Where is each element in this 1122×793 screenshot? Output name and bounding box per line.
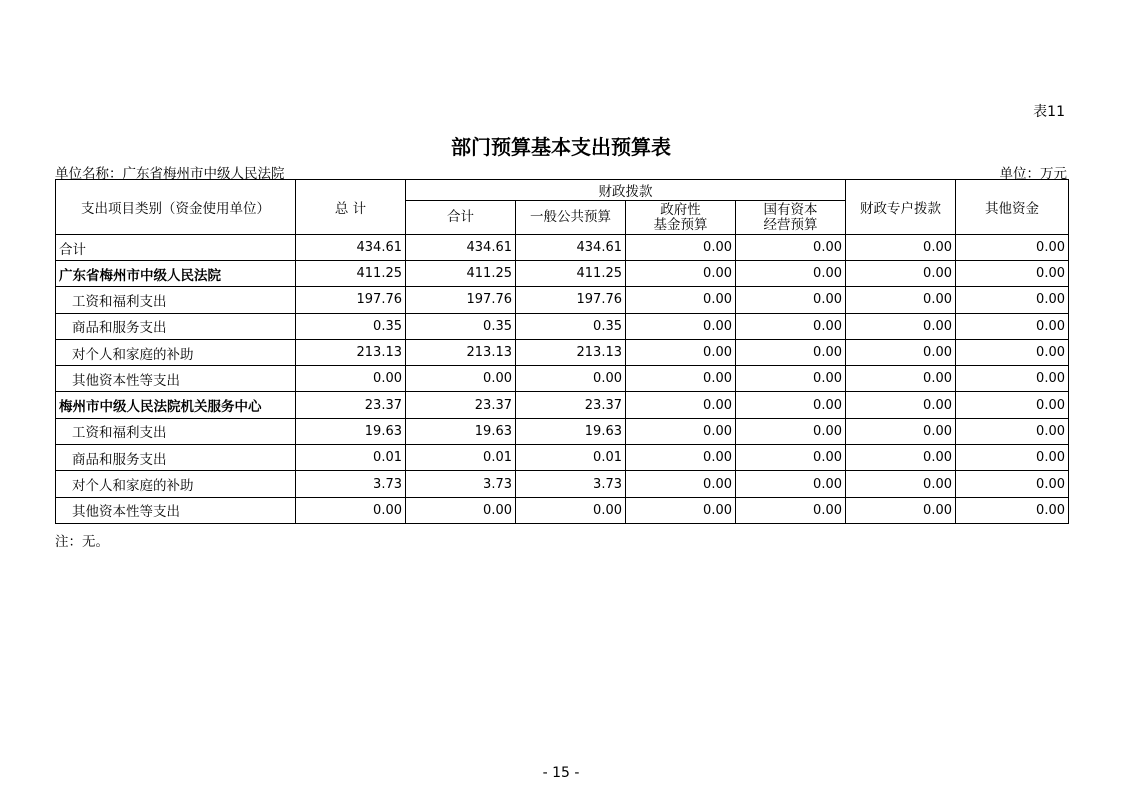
- row-value: 0.00: [626, 313, 736, 339]
- row-value: 0.00: [626, 287, 736, 313]
- row-value: 197.76: [296, 287, 406, 313]
- row-value: 197.76: [406, 287, 516, 313]
- row-value: 0.00: [846, 445, 956, 471]
- row-label: 对个人和家庭的补助: [56, 339, 296, 365]
- row-label: 工资和福利支出: [56, 418, 296, 444]
- row-value: 0.00: [516, 497, 626, 523]
- table-row: [56, 497, 1069, 523]
- row-value: 0.00: [846, 366, 956, 392]
- row-value: 0.00: [956, 235, 1069, 261]
- header-state-capital-line1: 国有资本: [763, 201, 818, 218]
- header-special: 财政专户拨款: [846, 180, 956, 235]
- row-value: 0.00: [956, 287, 1069, 313]
- row-value: 213.13: [516, 339, 626, 365]
- row-value: 19.63: [516, 418, 626, 444]
- header-general: 一般公共预算: [516, 201, 626, 235]
- page-title: 部门预算基本支出预算表: [451, 135, 671, 159]
- row-value: 0.00: [956, 261, 1069, 287]
- header-gov-fund-line2: 基金预算: [653, 216, 708, 233]
- row-value: 0.00: [296, 497, 406, 523]
- row-value: 3.73: [406, 471, 516, 497]
- table-row: [56, 471, 1069, 497]
- row-value: 0.00: [736, 261, 846, 287]
- row-value: 0.00: [846, 418, 956, 444]
- row-value: 0.00: [736, 313, 846, 339]
- row-value: 0.01: [296, 445, 406, 471]
- row-value: 0.00: [846, 287, 956, 313]
- table-number: 表11: [1033, 104, 1065, 120]
- row-value: 213.13: [296, 339, 406, 365]
- row-label: 梅州市中级人民法院机关服务中心: [56, 392, 296, 418]
- row-value: 434.61: [406, 235, 516, 261]
- table-row: [56, 261, 1069, 287]
- row-value: 0.00: [626, 392, 736, 418]
- table-row: [56, 445, 1069, 471]
- table-row: [56, 339, 1069, 365]
- table-row: [56, 235, 1069, 261]
- row-value: 0.00: [846, 471, 956, 497]
- row-value: 0.00: [626, 445, 736, 471]
- row-label: 对个人和家庭的补助: [56, 471, 296, 497]
- budget-table: [55, 179, 1069, 524]
- row-value: 0.00: [956, 339, 1069, 365]
- row-value: 0.00: [406, 366, 516, 392]
- header-category: 支出项目类别（资金使用单位）: [56, 180, 296, 235]
- row-value: 19.63: [296, 418, 406, 444]
- row-value: 0.00: [736, 366, 846, 392]
- row-value: 0.00: [846, 339, 956, 365]
- row-label: 广东省梅州市中级人民法院: [56, 261, 296, 287]
- row-value: 434.61: [296, 235, 406, 261]
- unit-name: 单位名称：广东省梅州市中级人民法院: [55, 166, 285, 182]
- row-value: 0.00: [956, 313, 1069, 339]
- row-value: 0.00: [846, 261, 956, 287]
- row-value: 0.00: [626, 418, 736, 444]
- row-value: 0.00: [846, 313, 956, 339]
- table-row: [56, 287, 1069, 313]
- row-value: 0.00: [956, 418, 1069, 444]
- row-value: 0.00: [406, 497, 516, 523]
- table-row: [56, 366, 1069, 392]
- header-state-capital: [736, 201, 846, 235]
- row-value: 0.00: [736, 339, 846, 365]
- row-value: 0.00: [956, 445, 1069, 471]
- row-value: 0.00: [846, 497, 956, 523]
- row-value: 23.37: [296, 392, 406, 418]
- page-number: - 15 -: [542, 765, 580, 781]
- row-value: 0.35: [296, 313, 406, 339]
- row-value: 3.73: [516, 471, 626, 497]
- header-gov-fund: [626, 201, 736, 235]
- header-fiscal-sum: 合计: [406, 201, 516, 235]
- currency-unit: 单位：万元: [999, 166, 1067, 182]
- row-value: 0.00: [846, 235, 956, 261]
- note: 注：无。: [55, 534, 109, 550]
- row-value: 434.61: [516, 235, 626, 261]
- row-label: 其他资本性等支出: [56, 366, 296, 392]
- row-value: 0.00: [516, 366, 626, 392]
- row-label: 工资和福利支出: [56, 287, 296, 313]
- row-value: 0.00: [956, 497, 1069, 523]
- row-value: 0.00: [626, 497, 736, 523]
- row-value: 23.37: [516, 392, 626, 418]
- row-value: 0.00: [626, 471, 736, 497]
- table-row: [56, 418, 1069, 444]
- table-row: [56, 313, 1069, 339]
- row-value: 0.00: [736, 392, 846, 418]
- row-value: 411.25: [406, 261, 516, 287]
- row-value: 411.25: [296, 261, 406, 287]
- table-row: [56, 392, 1069, 418]
- header-fiscal: 财政拨款: [406, 180, 846, 201]
- row-value: 0.00: [626, 366, 736, 392]
- row-value: 0.00: [956, 392, 1069, 418]
- row-value: 0.00: [736, 287, 846, 313]
- header-state-capital-line2: 经营预算: [763, 216, 818, 233]
- row-value: 411.25: [516, 261, 626, 287]
- row-value: 3.73: [296, 471, 406, 497]
- row-value: 0.00: [626, 235, 736, 261]
- row-value: 0.00: [296, 366, 406, 392]
- row-value: 0.00: [736, 418, 846, 444]
- row-value: 197.76: [516, 287, 626, 313]
- row-label: 合计: [56, 235, 296, 261]
- row-value: 0.00: [736, 497, 846, 523]
- row-label: 商品和服务支出: [56, 313, 296, 339]
- row-value: 0.01: [516, 445, 626, 471]
- row-value: 0.00: [956, 471, 1069, 497]
- row-value: 0.00: [736, 445, 846, 471]
- header-total: 总 计: [296, 180, 406, 235]
- row-value: 0.01: [406, 445, 516, 471]
- row-value: 0.35: [516, 313, 626, 339]
- header-gov-fund-line1: 政府性: [660, 201, 701, 218]
- row-value: 0.00: [846, 392, 956, 418]
- row-value: 0.00: [626, 339, 736, 365]
- row-value: 0.00: [736, 235, 846, 261]
- row-value: 0.00: [956, 366, 1069, 392]
- row-value: 0.00: [626, 261, 736, 287]
- row-label: 商品和服务支出: [56, 445, 296, 471]
- row-label: 其他资本性等支出: [56, 497, 296, 523]
- row-value: 213.13: [406, 339, 516, 365]
- row-value: 0.00: [736, 471, 846, 497]
- header-other: 其他资金: [956, 180, 1069, 235]
- row-value: 0.35: [406, 313, 516, 339]
- row-value: 23.37: [406, 392, 516, 418]
- row-value: 19.63: [406, 418, 516, 444]
